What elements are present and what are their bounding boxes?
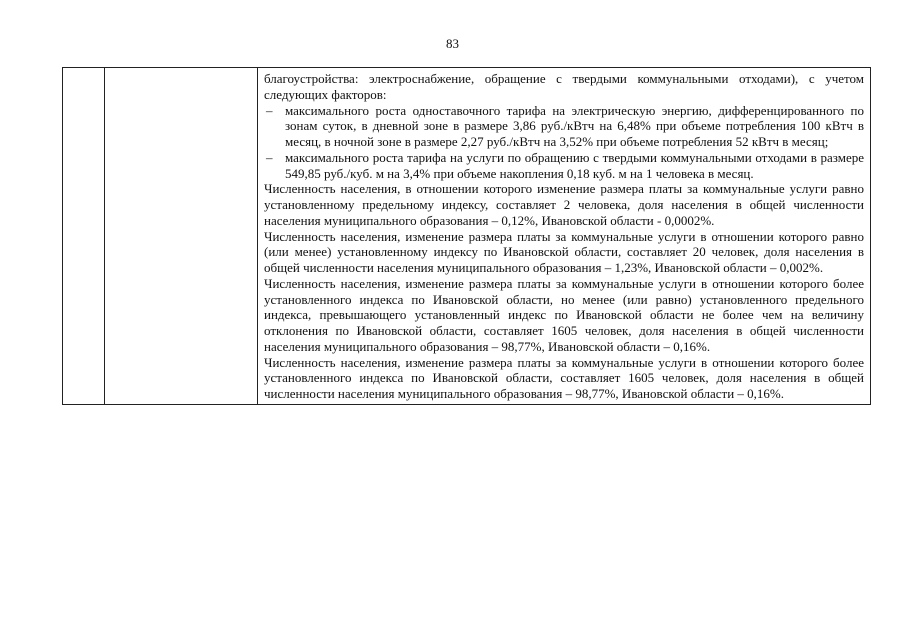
- page-number: 83: [446, 36, 459, 51]
- list-item-text: максимального роста тарифа на услуги по обращению с твердыми коммунальными отходами в размере 549,85 руб./куб. м на 3,4% при объеме накопления 0,18 куб. м на 1 человека в месяц.: [285, 149, 864, 181]
- population-paragraph: Численность населения, изменение размера платы за коммунальные услуги в отношении которого более установленного индекса по Ивановской области, составляет 1605 человек, доля населения в общей численности населения муниципального образования – 98,77%, Ивановской области – 0,16%.: [264, 354, 864, 401]
- population-paragraph: Численность населения, изменение размера платы за коммунальные услуги в отношении которого равно (или менее) установленному индексу по Ивановской области, составляет 20 человек, доля населения в общей численности населения муниципального образования – 1,23%, Ивановской области – 0,002%.: [264, 228, 864, 275]
- cell-content: [258, 68, 870, 404]
- table-row: [63, 68, 871, 405]
- list-item: [264, 103, 864, 150]
- list-item: [264, 150, 864, 182]
- population-paragraph: Численность населения, в отношении которого изменение размера платы за коммунальные услуги равно установленному предельному индексу, составляет 2 человека, доля населения в общей численности населения муниципального образования – 0,12%, Ивановской области - 0,0002%.: [264, 181, 864, 228]
- document-table: [62, 67, 871, 405]
- table-cell-content: [258, 68, 871, 405]
- list-dash: –: [266, 149, 273, 165]
- intro-paragraph: благоустройства: электроснабжение, обращение с твердыми коммунальными отходами), с учетом следующих факторов:: [264, 71, 864, 102]
- population-paragraph: Численность населения, изменение размера платы за коммунальные услуги в отношении которого более установленного индекса по Ивановской области, но менее (или равно) установленного предельного индекса, превышающего установленный индекс по Ивановской области не более чем на величину отклонения по Ивановской области, составляет 1605 человек, доля населения в общей численности населения муниципального образования – 98,77%, Ивановской области – 0,16%.: [264, 275, 864, 354]
- list-dash: –: [266, 102, 273, 118]
- table-cell-number: [63, 68, 105, 405]
- factor-list: [264, 103, 864, 182]
- list-item-text: максимального роста одноставочного тарифа на электрическую энергию, дифференцированного по зонам суток, в дневной зоне в размере 3,86 руб./кВтч на 6,48% при объеме потребления 100 кВтч в месяц, в ночной зоне в размере 2,27 руб./кВтч на 3,52% при объеме потребления 52 кВтч в месяц;: [285, 102, 864, 149]
- table-cell-name: [105, 68, 258, 405]
